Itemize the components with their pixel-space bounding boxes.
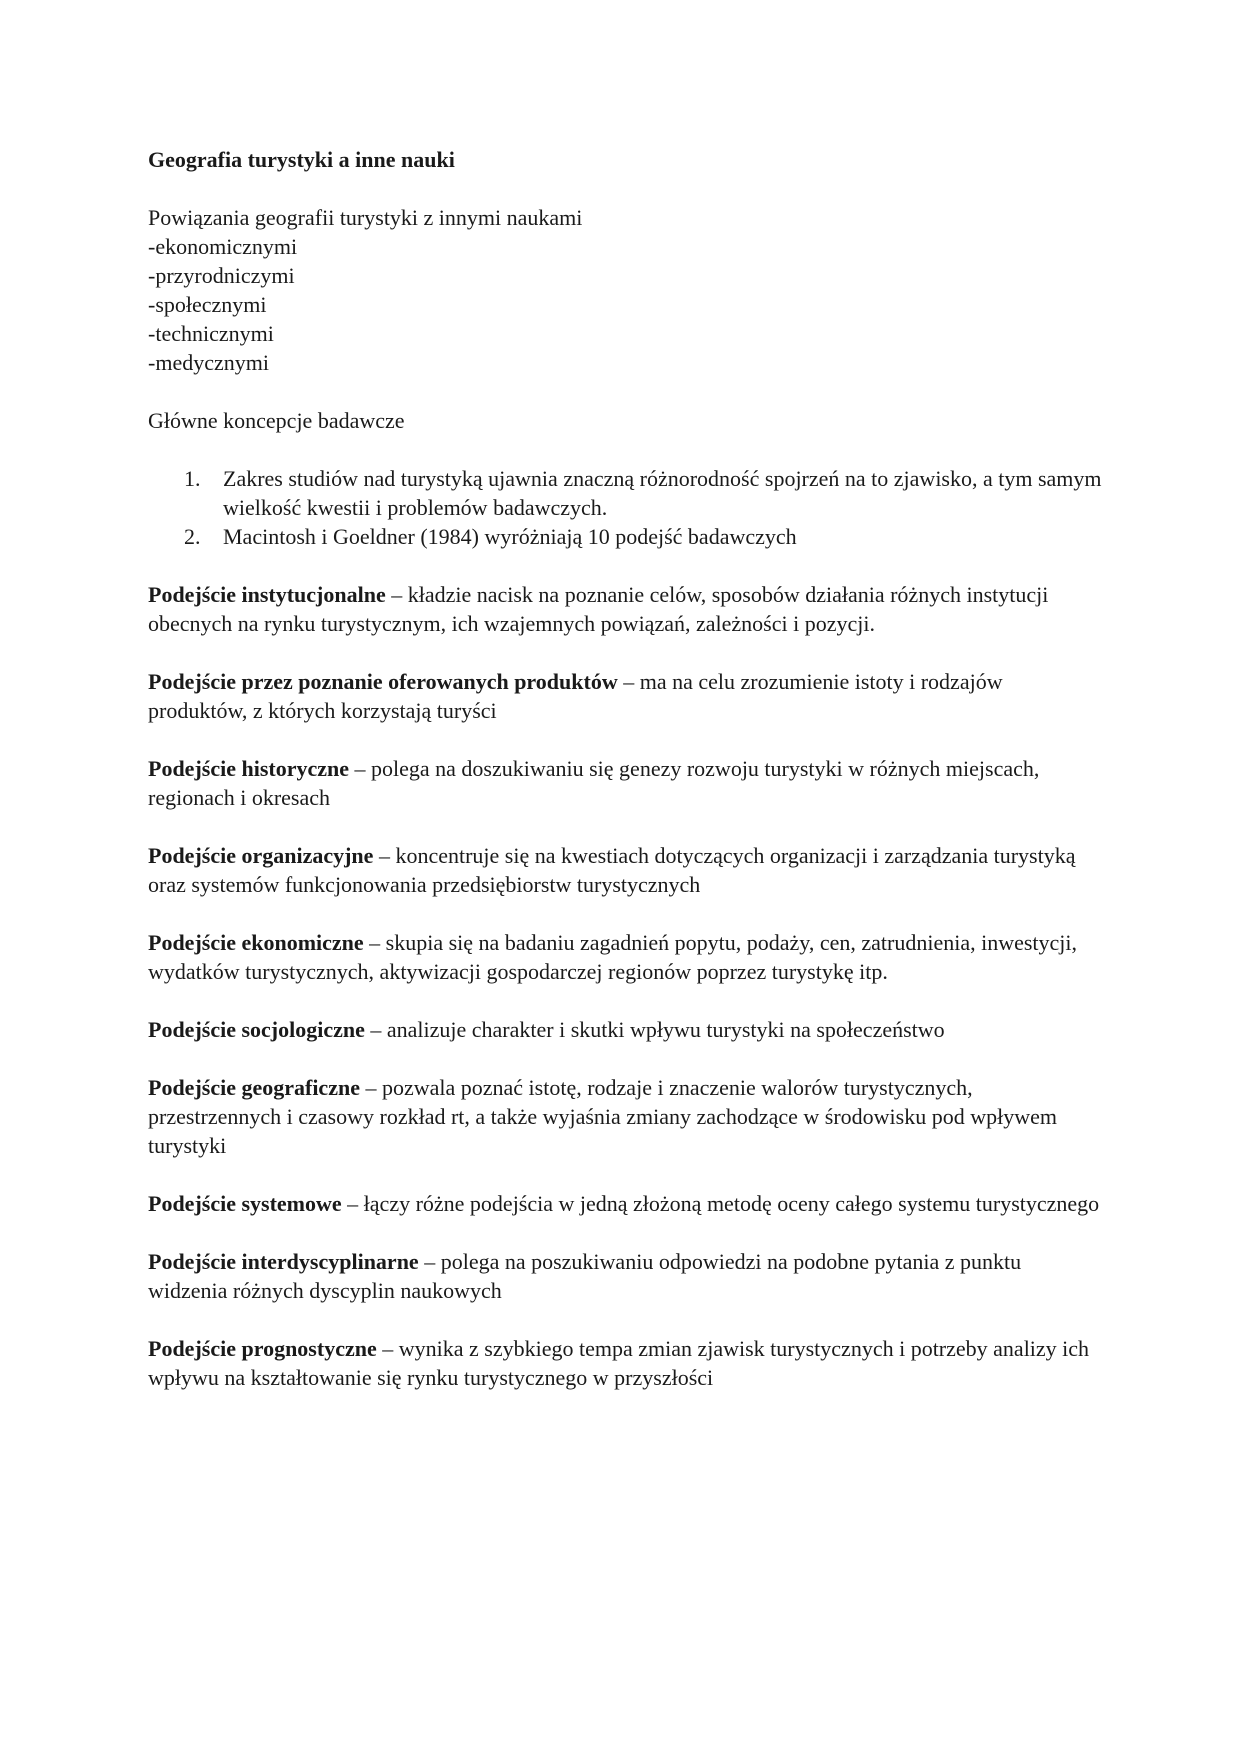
approach-description: – ma na celu zrozumienie istoty i rodzajów produktów, z których korzystają turyści bbox=[148, 669, 1003, 723]
approach-paragraph bbox=[148, 841, 1103, 899]
approach-paragraph bbox=[148, 580, 1103, 638]
list-item: -społecznymi bbox=[148, 292, 267, 317]
approach-paragraph bbox=[148, 1015, 1103, 1044]
approach-description: – łączy różne podejścia w jedną złożoną metodę oceny całego systemu turystycznego bbox=[347, 1191, 1100, 1216]
approach-name: Podejście interdyscyplinarne bbox=[148, 1249, 419, 1274]
intro-line: Powiązania geografii turystyki z innymi naukami bbox=[148, 205, 583, 230]
approach-paragraph bbox=[148, 667, 1103, 725]
concepts-heading: Główne koncepcje badawcze bbox=[148, 408, 405, 433]
approach-paragraph bbox=[148, 1247, 1103, 1305]
approach-description: – koncentruje się na kwestiach dotyczących organizacji i zarządzania turystyką oraz systemów funkcjonowania przedsiębiorstw turystycznych bbox=[148, 843, 1076, 897]
item-text: Macintosh i Goeldner (1984) wyróżniają 10 podejść badawczych bbox=[223, 524, 797, 549]
approach-description: – polega na poszukiwaniu odpowiedzi na podobne pytania z punktu widzenia różnych dyscyplin naukowych bbox=[148, 1249, 1022, 1303]
approach-description: – analizuje charakter i skutki wpływu turystyki na społeczeństwo bbox=[370, 1017, 945, 1042]
approach-name: Podejście geograficzne bbox=[148, 1075, 360, 1100]
approach-name: Podejście systemowe bbox=[148, 1191, 342, 1216]
approach-paragraph bbox=[148, 1189, 1103, 1218]
approach-name: Podejście instytucjonalne bbox=[148, 582, 386, 607]
approach-description: – kładzie nacisk na poznanie celów, sposobów działania różnych instytucji obecnych na rynku turystycznym, ich wzajemnych powiązań, zależności i pozycji. bbox=[148, 582, 1049, 636]
item-text: Zakres studiów nad turystyką ujawnia znaczną różnorodność spojrzeń na to zjawisko, a tym samym wielkość kwestii i problemów badawczych. bbox=[223, 466, 1102, 520]
approach-name: Podejście historyczne bbox=[148, 756, 349, 781]
approach-description: – polega na doszukiwaniu się genezy rozwoju turystyki w różnych miejscach, regionach i okresach bbox=[148, 756, 1040, 810]
list-item: -medycznymi bbox=[148, 350, 269, 375]
approach-paragraph bbox=[148, 928, 1103, 986]
approach-description: – pozwala poznać istotę, rodzaje i znaczenie walorów turystycznych, przestrzennych i czasowy rozkład rt, a także wyjaśnia zmiany zachodzące w środowisku pod wpływem turystyki bbox=[148, 1075, 1057, 1158]
approach-name: Podejście organizacyjne bbox=[148, 843, 374, 868]
list-item: -przyrodniczymi bbox=[148, 263, 295, 288]
approach-description: – wynika z szybkiego tempa zmian zjawisk turystycznych i potrzeby analizy ich wpływu na kształtowanie się rynku turystycznego w przyszłości bbox=[148, 1336, 1090, 1390]
numbered-item bbox=[148, 464, 1103, 522]
document-page bbox=[148, 145, 1103, 1421]
approach-paragraph bbox=[148, 1334, 1103, 1392]
approach-name: Podejście prognostyczne bbox=[148, 1336, 377, 1361]
approach-name: Podejście socjologiczne bbox=[148, 1017, 365, 1042]
approach-paragraph bbox=[148, 754, 1103, 812]
list-item: -ekonomicznymi bbox=[148, 234, 298, 259]
item-number: 1. bbox=[184, 466, 201, 491]
item-number: 2. bbox=[184, 524, 201, 549]
numbered-item bbox=[148, 522, 1103, 551]
approach-name: Podejście ekonomiczne bbox=[148, 930, 364, 955]
approach-name: Podejście przez poznanie oferowanych produktów bbox=[148, 669, 618, 694]
numbered-list bbox=[148, 464, 1103, 551]
document-title: Geografia turystyki a inne nauki bbox=[148, 147, 455, 172]
list-item: -technicznymi bbox=[148, 321, 274, 346]
approach-paragraph bbox=[148, 1073, 1103, 1160]
related-sciences-list bbox=[148, 232, 1103, 377]
approach-description: – skupia się na badaniu zagadnień popytu, podaży, cen, zatrudnienia, inwestycji, wydatków turystycznych, aktywizacji gospodarczej regionów poprzez turystykę itp. bbox=[148, 930, 1078, 984]
